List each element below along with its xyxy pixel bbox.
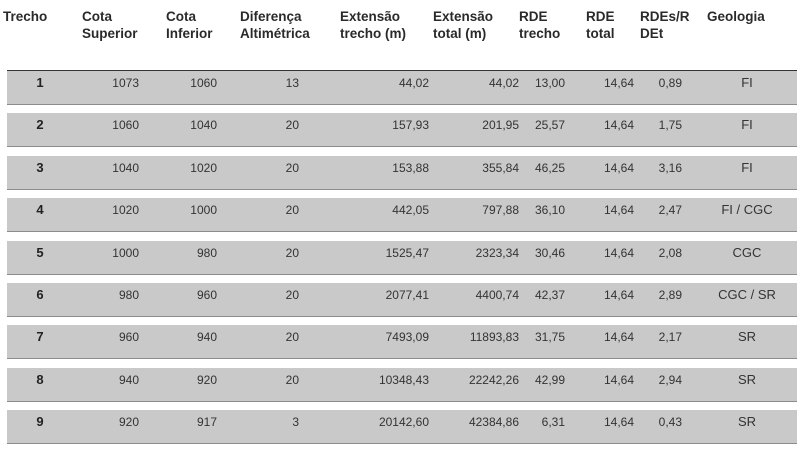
cell-extensao-total: 201,95 <box>482 118 519 132</box>
header-geologia: Geologia <box>707 9 765 24</box>
header-extensao-total: Extensão total (m) <box>433 9 494 41</box>
cell-geologia: CGC <box>732 245 762 260</box>
cell-rdes-rdet: 2,17 <box>658 330 682 344</box>
cell-diferenca-altimetrica: 13 <box>285 76 299 90</box>
cell-rde-total: 14,64 <box>603 415 634 429</box>
cell-rde-trecho: 13,00 <box>534 76 565 90</box>
table-row <box>7 283 797 317</box>
cell-cota-superior: 1060 <box>112 118 139 132</box>
cell-diferenca-altimetrica: 20 <box>285 330 299 344</box>
cell-rde-total: 14,64 <box>603 330 634 344</box>
cell-cota-inferior: 1020 <box>190 161 217 175</box>
cell-cota-inferior: 1060 <box>190 76 217 90</box>
cell-cota-superior: 920 <box>118 415 139 429</box>
cell-rde-trecho: 46,25 <box>534 161 565 175</box>
cell-extensao-trecho: 20142,60 <box>378 415 429 429</box>
table-row <box>7 325 797 359</box>
cell-rdes-rdet: 1,75 <box>658 118 682 132</box>
cell-rde-total: 14,64 <box>603 246 634 260</box>
header-trecho: Trecho <box>3 9 48 24</box>
header-diferenca-altimetrica: Diferença Altimétrica <box>240 9 310 41</box>
table-row <box>7 368 797 402</box>
cell-geologia: SR <box>737 414 757 429</box>
cell-rde-total: 14,64 <box>603 76 634 90</box>
header-rdes-rdet: RDEs/R DEt <box>640 9 690 41</box>
cell-rdes-rdet: 0,43 <box>658 415 682 429</box>
cell-extensao-trecho: 7493,09 <box>385 330 429 344</box>
cell-diferenca-altimetrica: 3 <box>292 415 299 429</box>
cell-diferenca-altimetrica: 20 <box>285 288 299 302</box>
header-rde-trecho: RDE trecho <box>519 9 561 41</box>
cell-cota-superior: 940 <box>118 373 139 387</box>
cell-extensao-total: 797,88 <box>482 203 519 217</box>
cell-extensao-total: 42384,86 <box>468 415 519 429</box>
cell-rde-trecho: 30,46 <box>534 246 565 260</box>
cell-extensao-trecho: 44,02 <box>398 76 429 90</box>
cell-extensao-trecho: 1525,47 <box>385 246 429 260</box>
header-cota-inferior: Cota Inferior <box>166 9 213 41</box>
cell-cota-inferior: 1000 <box>190 203 217 217</box>
header-cota-superior: Cota Superior <box>82 9 138 41</box>
cell-rde-trecho: 36,10 <box>534 203 565 217</box>
cell-trecho: 6 <box>36 287 44 302</box>
cell-trecho: 8 <box>36 372 44 387</box>
table-row <box>7 113 797 147</box>
cell-rde-trecho: 42,37 <box>534 288 565 302</box>
cell-geologia: FI / CGC <box>721 202 773 217</box>
cell-rde-total: 14,64 <box>603 161 634 175</box>
cell-geologia: FI <box>741 117 753 132</box>
table-row <box>7 241 797 275</box>
cell-cota-superior: 1020 <box>112 203 139 217</box>
header-rde-total: RDE total <box>586 9 615 41</box>
cell-cota-superior: 960 <box>118 330 139 344</box>
cell-rdes-rdet: 2,89 <box>658 288 682 302</box>
cell-diferenca-altimetrica: 20 <box>285 161 299 175</box>
cell-rde-trecho: 25,57 <box>534 118 565 132</box>
cell-extensao-total: 22242,26 <box>468 373 519 387</box>
cell-rde-total: 14,64 <box>603 288 634 302</box>
cell-cota-superior: 1040 <box>112 161 139 175</box>
cell-trecho: 2 <box>36 117 44 132</box>
cell-geologia: SR <box>737 329 757 344</box>
cell-cota-inferior: 960 <box>196 288 217 302</box>
cell-rdes-rdet: 0,89 <box>658 76 682 90</box>
cell-trecho: 4 <box>36 202 44 217</box>
cell-extensao-total: 44,02 <box>488 76 519 90</box>
cell-rde-total: 14,64 <box>603 118 634 132</box>
cell-trecho: 7 <box>36 329 44 344</box>
cell-extensao-trecho: 442,05 <box>392 203 429 217</box>
cell-rde-trecho: 31,75 <box>534 330 565 344</box>
cell-cota-inferior: 920 <box>196 373 217 387</box>
cell-extensao-total: 2323,34 <box>475 246 519 260</box>
cell-trecho: 9 <box>36 414 44 429</box>
table-row <box>7 156 797 190</box>
cell-cota-inferior: 940 <box>196 330 217 344</box>
cell-geologia: CGC / SR <box>718 287 776 302</box>
cell-extensao-total: 4400,74 <box>475 288 519 302</box>
cell-geologia: FI <box>741 160 753 175</box>
table-row <box>7 71 797 105</box>
cell-rde-total: 14,64 <box>603 203 634 217</box>
cell-rdes-rdet: 2,47 <box>658 203 682 217</box>
header-extensao-trecho: Extensão trecho (m) <box>340 9 407 41</box>
cell-cota-inferior: 917 <box>196 415 217 429</box>
cell-trecho: 3 <box>36 160 44 175</box>
cell-rdes-rdet: 2,94 <box>658 373 682 387</box>
cell-diferenca-altimetrica: 20 <box>285 373 299 387</box>
cell-extensao-total: 355,84 <box>482 161 519 175</box>
cell-trecho: 1 <box>36 75 44 90</box>
cell-geologia: FI <box>741 75 753 90</box>
table-row <box>7 410 797 444</box>
cell-trecho: 5 <box>36 245 44 260</box>
cell-cota-superior: 980 <box>118 288 139 302</box>
cell-extensao-trecho: 10348,43 <box>378 373 429 387</box>
cell-extensao-trecho: 153,88 <box>392 161 429 175</box>
cell-diferenca-altimetrica: 20 <box>285 118 299 132</box>
cell-rdes-rdet: 3,16 <box>658 161 682 175</box>
cell-cota-superior: 1000 <box>112 246 139 260</box>
cell-extensao-trecho: 157,93 <box>392 118 429 132</box>
cell-cota-inferior: 980 <box>196 246 217 260</box>
cell-diferenca-altimetrica: 20 <box>285 246 299 260</box>
cell-rdes-rdet: 2,08 <box>658 246 682 260</box>
table-row <box>7 198 797 232</box>
cell-extensao-total: 11893,83 <box>469 330 519 344</box>
cell-rde-trecho: 42,99 <box>534 373 565 387</box>
cell-rde-trecho: 6,31 <box>541 415 565 429</box>
cell-cota-superior: 1073 <box>112 76 139 90</box>
cell-cota-inferior: 1040 <box>190 118 217 132</box>
cell-rde-total: 14,64 <box>603 373 634 387</box>
cell-diferenca-altimetrica: 20 <box>285 203 299 217</box>
cell-geologia: SR <box>737 372 757 387</box>
cell-extensao-trecho: 2077,41 <box>385 288 429 302</box>
